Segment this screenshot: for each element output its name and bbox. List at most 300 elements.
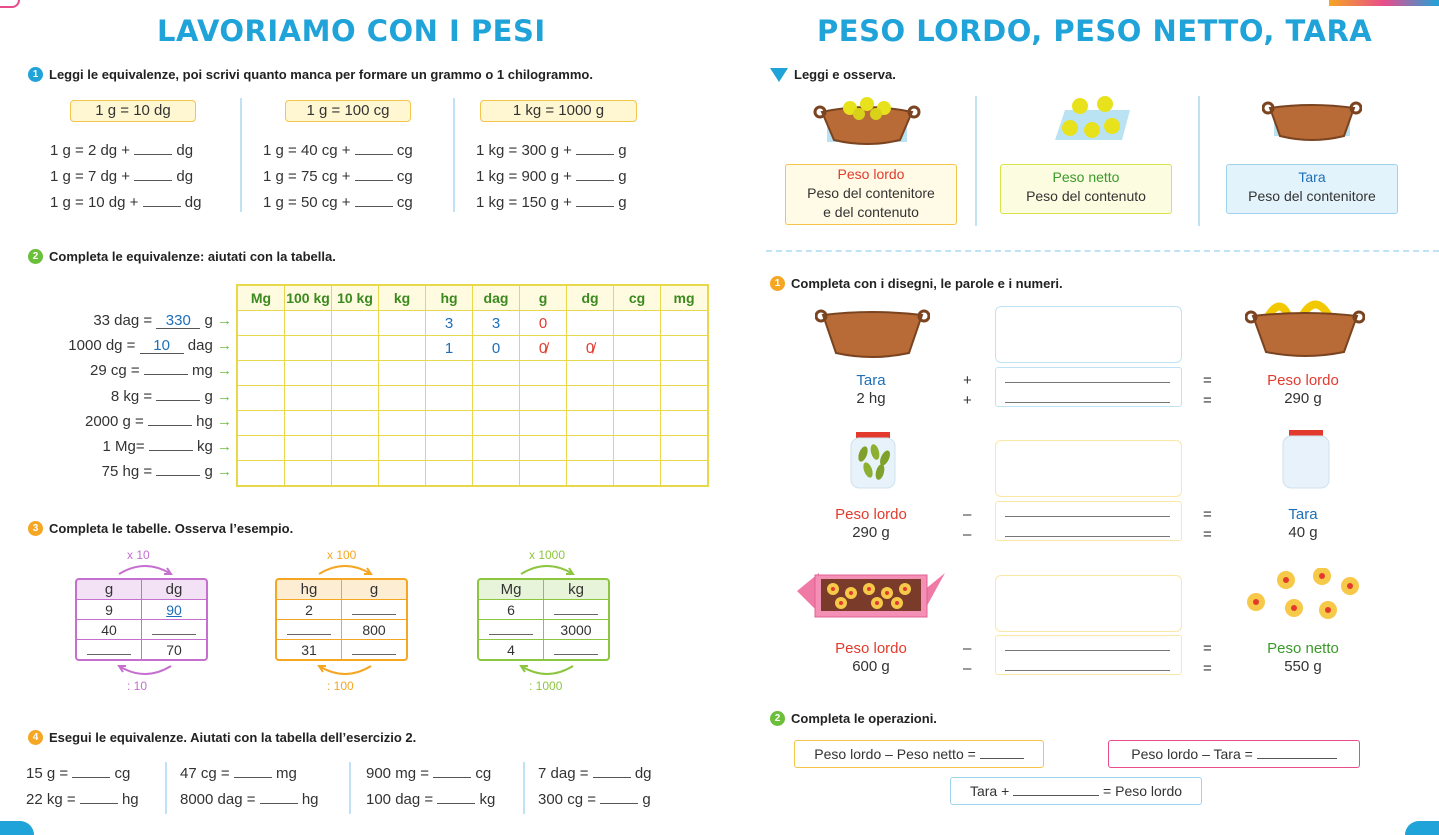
table-header: cg [614,285,661,311]
table-cell[interactable] [285,336,332,361]
arrow-icon: → [217,412,232,430]
equals-sign: = [1203,392,1212,409]
arrow-icon: → [217,387,232,405]
page-title-right: PESO LORDO, PESO NETTO, TARA [817,14,1373,48]
answer-input[interactable] [148,425,192,426]
table-row [77,640,206,659]
answer-blank[interactable] [287,622,331,635]
row-left-label: Peso lordo [835,640,907,657]
table-row [237,311,708,336]
table-header: g [520,285,567,311]
operation-box-3: Tara + = Peso lordo [950,777,1202,805]
unit: mg [275,765,297,782]
answer-line[interactable] [1005,650,1170,651]
answer-input[interactable] [980,758,1024,759]
table-cell[interactable] [567,311,614,336]
operator: – [963,640,972,657]
unit: g [642,791,651,808]
left-expression: 8 kg = [110,387,153,405]
table-cell[interactable] [661,361,709,386]
left-expression: 22 kg = [26,791,76,808]
ex2-instruction-right [770,711,937,726]
table-cell[interactable]: 70 [166,641,182,658]
answer-blank[interactable] [554,642,598,655]
corner-deco-right [1329,0,1439,6]
table-cell[interactable] [237,411,285,436]
equivalence-header-1: 1 g = 10 dg [70,100,196,122]
instruction-text: Completa le equivalenze: aiutati con la tabella. [49,249,336,264]
table-cell[interactable] [661,461,709,487]
row-right-value: 290 g [1284,390,1322,407]
table-cell[interactable] [379,461,426,487]
divider [1198,96,1200,226]
divider [523,762,525,814]
operator: – [963,526,972,543]
table-cell[interactable]: 0̸ [520,336,567,361]
jar-with-pickles-icon [848,432,898,490]
divide-label: : 1000 [529,679,563,693]
answer-input[interactable] [234,777,272,778]
ex2-instruction-left [28,249,336,264]
answer-box[interactable] [995,501,1182,541]
table-row [237,411,708,436]
table-cell[interactable] [142,620,206,640]
table-cell[interactable] [426,411,473,436]
answer-input[interactable] [143,206,181,207]
unit: mg [191,362,213,380]
equals-sign: = [1203,660,1212,677]
table-header: mg [661,285,709,311]
answer-input[interactable]: 10 [140,338,184,354]
table-cell[interactable] [473,411,520,436]
multiply-label: x 1000 [529,548,566,562]
table-header: hg [277,580,342,600]
table-cell[interactable] [473,436,520,461]
ex3-table-3 [477,578,610,661]
table-cell[interactable] [614,311,661,336]
equivalence-row: 1 kg = 300 g + g [476,142,627,159]
ex-number: 1 [28,67,43,82]
row-right-label: Peso netto [1267,640,1339,657]
table-cell[interactable] [661,311,709,336]
equals-sign: = [1203,372,1212,389]
table-cell[interactable] [237,461,285,487]
table-cell[interactable] [614,461,661,487]
equivalence-row [180,765,297,782]
arrow-icon: → [217,438,232,455]
table-cell[interactable] [379,386,426,411]
table-header: hg [426,285,473,311]
table-cell[interactable] [237,361,285,386]
table-cell[interactable] [520,461,567,487]
table-row [237,386,708,411]
multiply-label: x 10 [127,548,150,562]
ex-number: 3 [28,521,43,536]
table-cell[interactable] [379,361,426,386]
table-cell[interactable] [520,411,567,436]
unit: hg [196,412,213,430]
table-header: 100 kg [285,285,332,311]
equivalence-row [85,413,232,430]
table-cell[interactable] [237,336,285,361]
answer-blank[interactable] [489,622,533,635]
unit: dag [187,337,213,355]
divider [975,96,977,226]
ex-number: 1 [770,276,785,291]
equivalence-row: 1 kg = 150 g + g [476,194,627,211]
answer-blank[interactable] [152,622,196,635]
table-cell[interactable] [342,600,406,620]
equivalence-header-2: 1 g = 100 cg [285,100,411,122]
answer-input[interactable] [80,803,118,804]
table-header: dag [473,285,520,311]
table-header: Mg [479,580,544,600]
table-cell[interactable] [332,361,379,386]
answer-line[interactable] [1005,670,1170,671]
ex3-instruction-left [28,521,293,536]
table-row [277,620,406,640]
ex-number: 2 [770,711,785,726]
corner-deco-left [0,0,20,8]
equivalence-row [366,791,495,808]
answer-blank[interactable] [87,642,131,655]
table-cell[interactable] [379,311,426,336]
table-cell[interactable] [426,461,473,487]
divider [165,762,167,814]
divide-label: : 10 [127,679,148,693]
equivalence-row [68,337,232,354]
table-cell[interactable] [520,386,567,411]
equivalence-row [90,362,232,379]
table-row [479,600,608,620]
instruction-text: Esegui le equivalenze. Aiutati con la tabella dell’esercizio 2. [49,730,417,745]
page-title-left: LAVORIAMO CON I PESI [157,14,546,48]
left-expression: 7 dag = [538,765,589,782]
equivalence-row: 1 g = 75 cg + cg [263,168,413,185]
curved-arrow-icon [517,562,577,576]
table-cell[interactable]: 90 [142,600,206,620]
table-cell[interactable] [479,620,544,640]
table-cell[interactable]: 3000 [544,620,608,640]
table-row [77,600,206,620]
basket-with-bananas-icon [1245,292,1365,360]
curved-arrow-icon [517,664,577,678]
table-row [237,336,708,361]
row-right-label: Peso lordo [1267,372,1339,389]
table-cell[interactable] [277,620,342,640]
table-cell[interactable] [332,461,379,487]
table-cell[interactable] [614,436,661,461]
row-right-value: 550 g [1284,658,1322,675]
table-cell[interactable]: 3 [426,311,473,336]
table-cell[interactable] [285,436,332,461]
answer-line[interactable] [1005,536,1170,537]
instruction-text: Leggi e osserva. [794,67,896,82]
divide-label: : 100 [327,679,354,693]
table-header: kg [379,285,426,311]
table-cell[interactable]: 9 [77,600,142,620]
equivalence-row [538,791,651,808]
answer-input[interactable] [355,206,393,207]
card-line: e del contenuto [823,204,919,220]
answer-input[interactable] [72,777,110,778]
table-row [277,640,406,659]
apples-icon [1050,92,1135,147]
table-cell[interactable]: 3 [473,311,520,336]
table-row [479,640,608,659]
answer-line[interactable] [1005,402,1170,403]
left-expression: 1000 dg = [68,337,136,355]
equivalence-row [93,312,232,329]
triangle-icon [770,68,788,82]
table-cell[interactable] [379,436,426,461]
table-cell[interactable] [661,436,709,461]
answer-input[interactable] [156,400,200,401]
equivalence-row: 1 g = 2 dg + dg [50,142,194,159]
answer-input[interactable] [1013,795,1099,796]
row-left-value: 600 g [852,658,890,675]
table-cell[interactable] [661,411,709,436]
table-cell[interactable] [332,411,379,436]
table-cell[interactable]: 0 [473,336,520,361]
card-title: Tara [1298,169,1326,185]
table-cell[interactable] [77,640,142,659]
table-cell[interactable] [332,311,379,336]
table-header: g [342,580,406,600]
table-cell[interactable] [426,386,473,411]
table-cell[interactable] [661,386,709,411]
table-cell[interactable] [237,436,285,461]
unit: g [204,387,213,405]
answer-blank[interactable] [554,602,598,615]
left-expression: 300 cg = [538,791,596,808]
equivalence-row [26,765,130,782]
table-cell[interactable]: 4 [479,640,544,659]
table-cell[interactable] [285,461,332,487]
curved-arrow-icon [315,562,375,576]
table-cell[interactable] [661,336,709,361]
arrow-icon: → [217,312,232,329]
operation-box-2: Peso lordo – Tara = [1108,740,1360,768]
table-row [277,600,406,620]
drawing-box[interactable] [995,306,1182,363]
table-row [77,620,206,640]
table-header-row [277,580,406,600]
unit: kg [479,791,496,808]
answer-input[interactable] [576,206,614,207]
table-header: dg [142,580,206,600]
answer-input[interactable] [593,777,631,778]
table-cell[interactable]: 2 [277,600,342,620]
divider [349,762,351,814]
drawing-box[interactable] [995,575,1182,632]
operator: – [963,660,972,677]
table-header-row [479,580,608,600]
conversion-table [236,284,709,487]
ex3-table-2 [275,578,408,661]
answer-input[interactable] [1257,758,1337,759]
arrow-icon: → [217,463,232,481]
answer-input[interactable] [355,154,393,155]
left-expression: 8000 dag = [180,791,256,808]
equals-sign: = [1203,506,1212,523]
answer-blank[interactable] [352,602,396,615]
left-expression: 15 g = [26,765,69,782]
table-cell[interactable]: 6 [479,600,544,620]
answer-input[interactable] [144,374,188,375]
answer-input[interactable] [437,803,475,804]
empty-jar-icon [1280,430,1332,490]
answer-blank[interactable] [352,642,396,655]
operation-box-1: Peso lordo – Peso netto = [794,740,1044,768]
table-cell[interactable]: 0 [520,311,567,336]
answer-input[interactable] [576,154,614,155]
intro-instruction-right [770,67,896,82]
table-cell[interactable] [473,361,520,386]
card-tara [1226,164,1398,214]
answer-input[interactable] [134,180,172,181]
table-cell[interactable] [614,336,661,361]
table-cell[interactable] [285,361,332,386]
table-cell[interactable] [285,386,332,411]
table-cell[interactable]: 31 [277,640,342,659]
page-corner-tab-left [0,821,34,835]
table-cell[interactable] [342,640,406,659]
table-cell[interactable] [473,386,520,411]
empty-basket-icon [1262,96,1362,146]
equivalence-row [538,765,652,782]
table-cell[interactable] [520,436,567,461]
answer-line[interactable] [1005,382,1170,383]
table-row [237,461,708,487]
answer-input[interactable]: 330 [156,313,200,329]
operator: + [963,372,972,389]
table-cell[interactable] [544,600,608,620]
ex-number: 2 [28,249,43,264]
table-cell[interactable] [473,461,520,487]
table-cell[interactable] [567,361,614,386]
ex-number: 4 [28,730,43,745]
instruction-text: Completa le tabelle. Osserva l’esempio. [49,521,294,536]
left-expression: 47 cg = [180,765,230,782]
card-line: Peso del contenitore [807,185,935,201]
table-cell[interactable]: 0̸ [567,336,614,361]
multiply-label: x 100 [327,548,357,562]
table-cell[interactable] [614,386,661,411]
table-cell[interactable] [426,436,473,461]
table-cell[interactable]: 800 [342,620,406,640]
table-row [237,361,708,386]
answer-input[interactable] [576,180,614,181]
answer-input[interactable] [260,803,298,804]
table-cell[interactable]: 40 [77,620,142,640]
basket-with-apples-icon [812,92,922,152]
arrow-icon: → [217,362,232,380]
unit: dg [634,765,652,782]
table-cell[interactable] [567,436,614,461]
arrow-icon: → [217,337,232,355]
table-cell[interactable] [379,411,426,436]
table-header: 10 kg [332,285,379,311]
left-expression: 100 dag = [366,791,434,808]
equals-sign: = [1203,526,1212,543]
answer-input[interactable] [355,180,393,181]
table-cell[interactable] [567,386,614,411]
table-cell[interactable] [332,336,379,361]
divider [453,98,455,212]
table-cell[interactable] [285,411,332,436]
left-expression: 900 mg = [366,765,429,782]
table-cell[interactable] [567,461,614,487]
card-line: Peso del contenuto [1026,188,1146,204]
answer-line[interactable] [1005,516,1170,517]
answer-input[interactable] [600,803,638,804]
answer-input[interactable] [149,450,193,451]
table-cell[interactable] [237,311,285,336]
table-cell[interactable] [426,361,473,386]
answer-input[interactable] [156,475,200,476]
table-cell[interactable] [285,311,332,336]
answer-box[interactable] [995,367,1182,407]
table-cell[interactable] [237,386,285,411]
equivalence-header-3: 1 kg = 1000 g [480,100,637,122]
equivalence-row: 1 g = 40 cg + cg [263,142,413,159]
dashed-separator [766,250,1439,252]
drawing-box[interactable] [995,440,1182,497]
answer-input[interactable] [433,777,471,778]
equivalence-row [103,438,232,455]
left-expression: 75 hg = [101,463,153,481]
operator: – [963,506,972,523]
answer-input[interactable] [134,154,172,155]
equivalence-row: 1 g = 10 dg + dg [50,194,202,211]
table-cell[interactable]: 1 [426,336,473,361]
row-left-label: Tara [856,372,886,389]
equivalence-row [111,388,232,405]
page-corner-tab-right [1405,821,1439,835]
unit: cg [114,765,131,782]
row-left-label: Peso lordo [835,506,907,523]
table-cell[interactable] [544,640,608,659]
table-row [237,436,708,461]
table-cell[interactable] [614,411,661,436]
card-peso-netto [1000,164,1172,214]
ex1-instruction-right [770,276,1063,291]
table-cell[interactable] [332,436,379,461]
curved-arrow-icon [115,664,175,678]
left-expression: 2000 g = [84,412,144,430]
unit: g [204,312,213,329]
table-cell[interactable] [614,361,661,386]
card-line: Peso del contenitore [1248,188,1376,204]
row-right-label: Tara [1288,506,1318,523]
table-cell[interactable] [520,361,567,386]
table-cell[interactable] [379,336,426,361]
card-title: Peso lordo [837,166,905,182]
divider [240,98,242,212]
equivalence-row: 1 kg = 900 g + g [476,168,627,185]
table-cell[interactable] [332,386,379,411]
table-cell[interactable] [567,411,614,436]
answer-box[interactable] [995,635,1182,675]
cookies-icon [1242,568,1367,624]
table-header: kg [544,580,608,600]
equivalence-row [366,765,491,782]
card-title: Peso netto [1052,169,1120,185]
row-left-value: 2 hg [856,390,886,407]
curved-arrow-icon [315,664,375,678]
table-header: Mg [237,285,285,311]
